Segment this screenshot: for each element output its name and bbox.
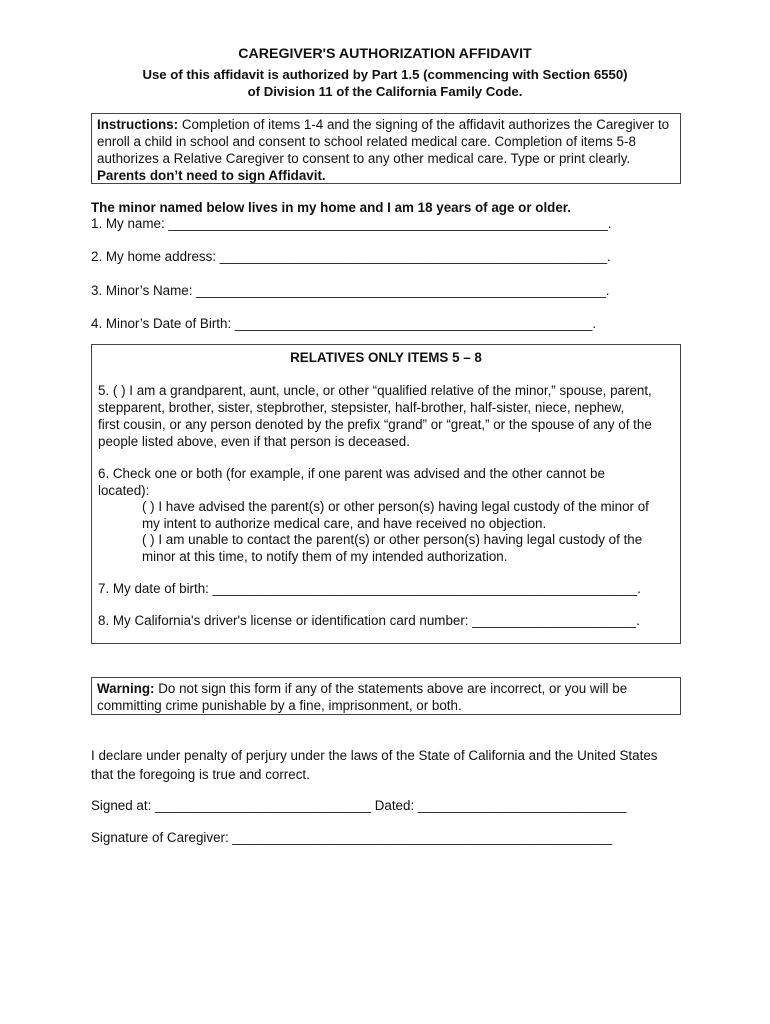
item6a-line2: my intent to authorize medical care, and have received no objection. — [142, 516, 547, 531]
field-minor-name[interactable]: 3. Minor’s Name: _______________________________________________________. — [91, 283, 610, 298]
field-signed-at-dated[interactable]: Signed at: _____________________________ Dated: ____________________________ — [91, 798, 627, 813]
instructions-note: Parents don’t need to sign Affidavit. — [97, 168, 326, 183]
declaration-line1: I declare under penalty of perjury under the laws of the State of California and the United States — [91, 748, 658, 763]
item6b-line1[interactable]: ( ) I am unable to contact the parent(s) or other person(s) having legal custody of the — [142, 532, 643, 547]
section1-heading: The minor named below lives in my home and I am 18 years of age or older. — [91, 200, 571, 215]
field-caregiver-signature[interactable]: Signature of Caregiver: ___________________________________________________ — [91, 830, 613, 845]
item5-line4: people listed above, even if that person is deceased. — [98, 434, 410, 449]
instructions-box — [91, 113, 681, 184]
item6a-line1[interactable]: ( ) I have advised the parent(s) or other person(s) having legal custody of the minor of — [142, 499, 649, 514]
item5-line3: first cousin, or any person denoted by the prefix “grand” or “great,” or the spouse of any of the — [98, 417, 652, 432]
field-license-number[interactable]: 8. My California's driver's license or identification card number: ______________________. — [98, 613, 640, 628]
relatives-heading: RELATIVES ONLY ITEMS 5 – 8 — [290, 350, 482, 365]
item6-line1: 6. Check one or both (for example, if one parent was advised and the other cannot be — [98, 466, 605, 481]
item5-line2: stepparent, brother, sister, stepbrother, stepsister, half-brother, half-sister, niece, nephew, — [98, 400, 625, 415]
warning-text: Do not sign this form if any of the statements above are incorrect, or you will be committing crime punishable by a fine, imprisonment, or both. — [97, 681, 628, 713]
form-title: CAREGIVER'S AUTHORIZATION AFFIDAVIT — [238, 46, 532, 62]
field-home-address[interactable]: 2. My home address: ____________________________________________________. — [91, 249, 611, 264]
form-subtitle-line1: Use of this affidavit is authorized by Part 1.5 (commencing with Section 6550) — [142, 67, 628, 82]
warning-box — [91, 677, 681, 715]
instructions-label: Instructions: — [97, 117, 179, 132]
field-minor-dob[interactable]: 4. Minor’s Date of Birth: ________________________________________________. — [91, 316, 597, 331]
declaration-line2: that the foregoing is true and correct. — [91, 767, 310, 782]
field-caregiver-dob[interactable]: 7. My date of birth: _________________________________________________________. — [98, 581, 641, 596]
form-subtitle-line2: of Division 11 of the California Family Code. — [247, 84, 523, 99]
instructions-text: Completion of items 1-4 and the signing of the affidavit authorizes the Caregiver to enroll a child in school and consent to school related medical care. Completion of items 5-8 authorizes a Relative Caregiver to consent to any other medical care. Type or print clearly. — [97, 117, 670, 166]
field-my-name[interactable]: 1. My name: ___________________________________________________________. — [91, 216, 612, 231]
item5-line1[interactable]: 5. ( ) I am a grandparent, aunt, uncle, or other “qualified relative of the minor,” spouse, parent, — [98, 383, 652, 398]
item6-line2: located): — [98, 483, 150, 498]
relatives-only-box — [91, 344, 681, 644]
warning-label: Warning: — [97, 681, 155, 696]
item6b-line2: minor at this time, to notify them of my intended authorization. — [142, 549, 508, 564]
